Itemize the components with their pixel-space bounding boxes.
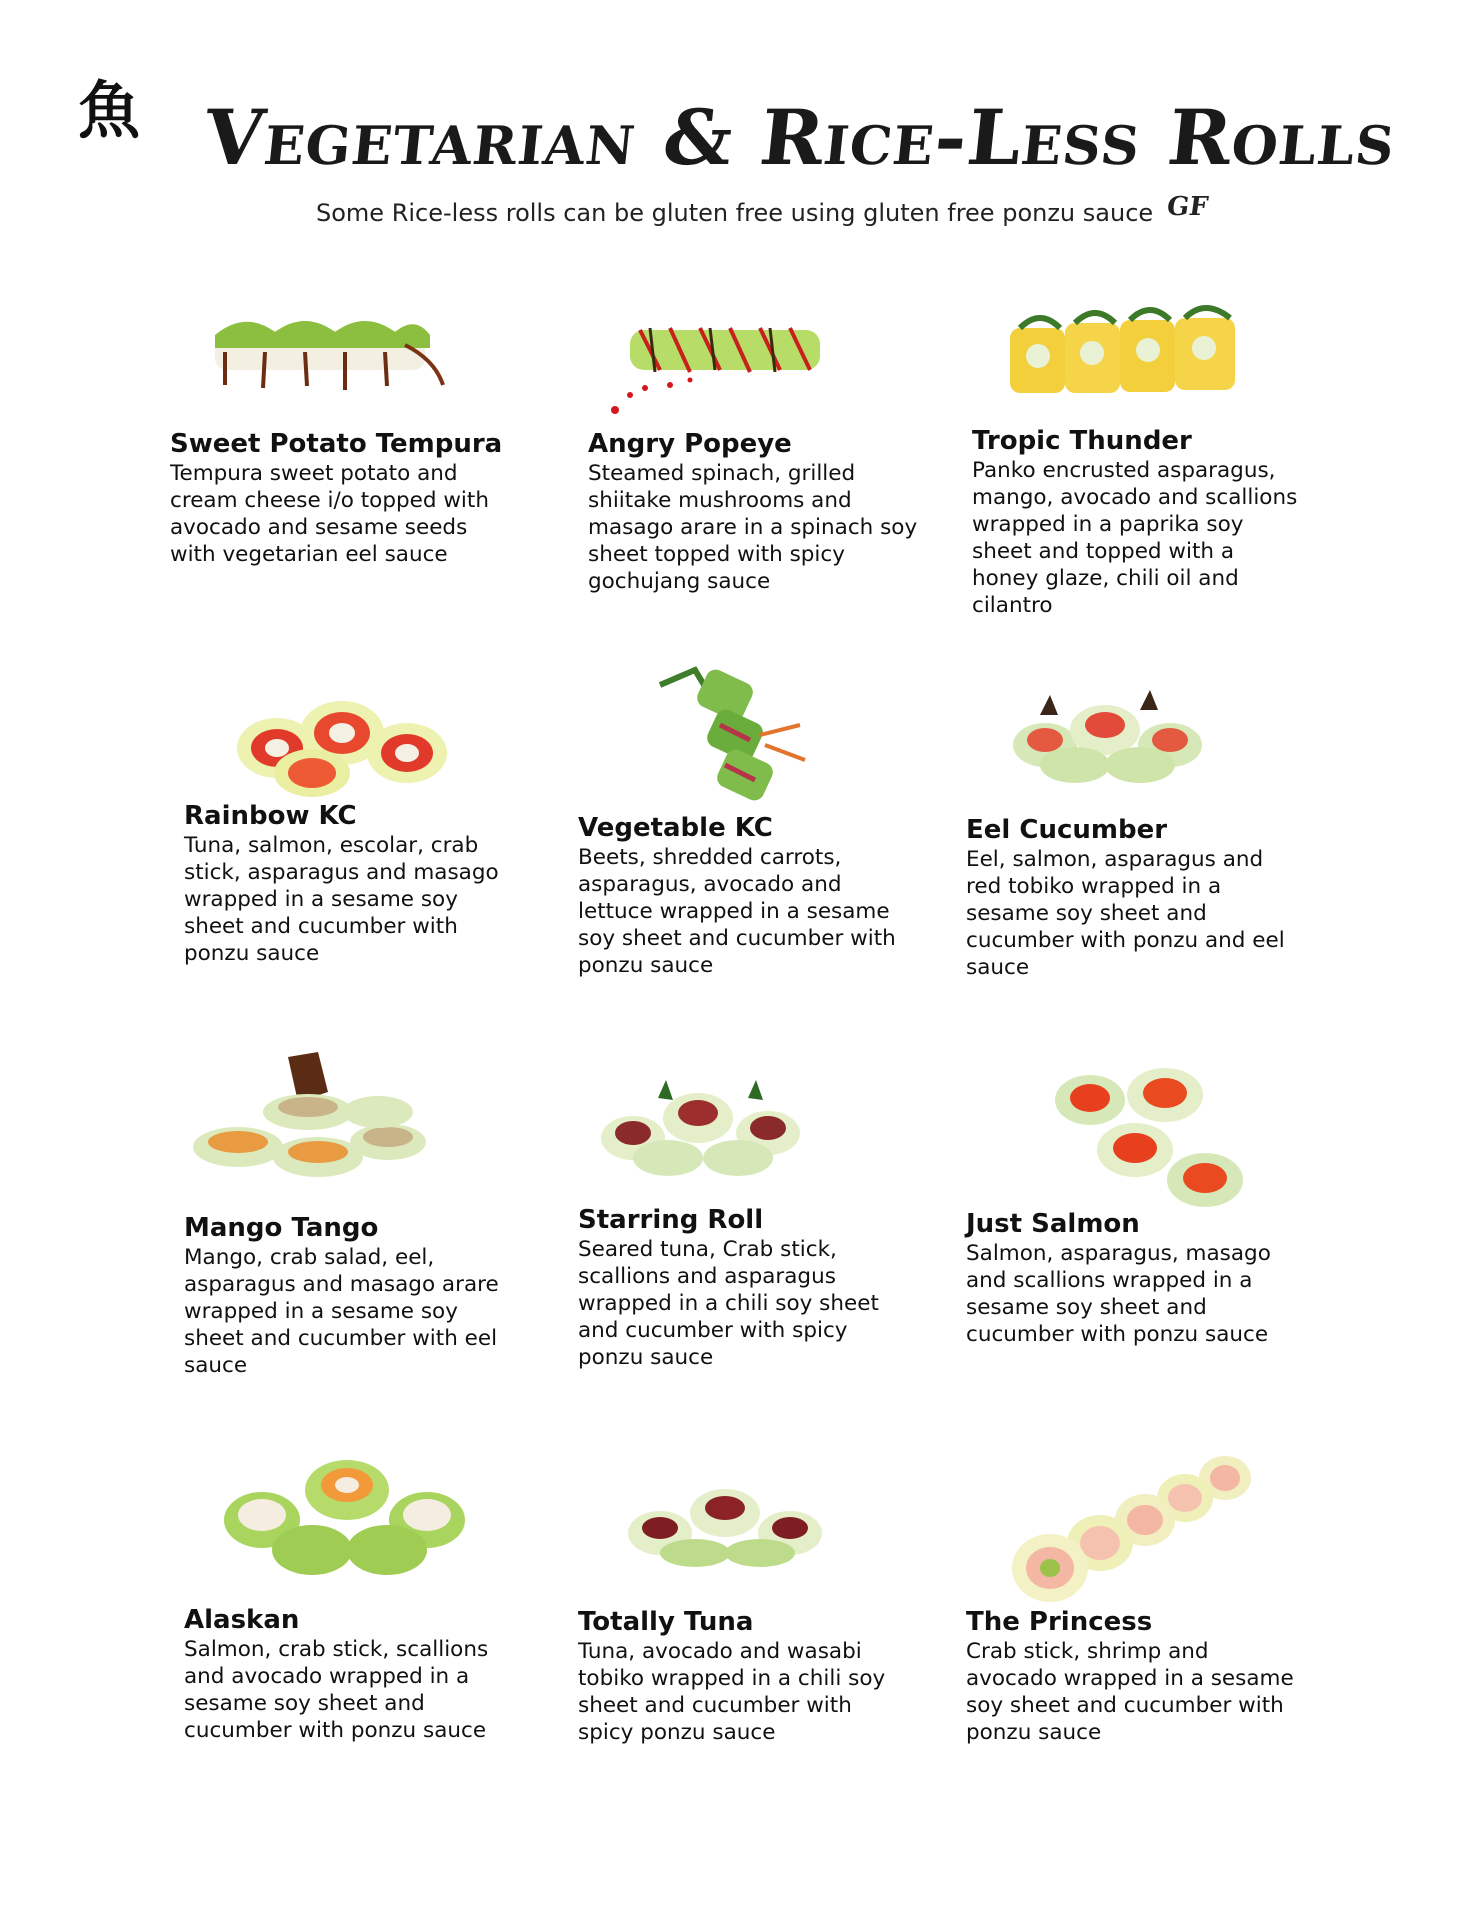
item-description: Tempura sweet potato and cream cheese i/o topped with avocado and sesame seeds with vegetarian eel sauce (170, 461, 489, 567)
item-name: The Princess (966, 1607, 1153, 1637)
mango-tango-photo (188, 1052, 428, 1196)
menu-item (966, 1208, 1296, 1348)
totally-tuna-photo (625, 1478, 825, 1572)
item-name: Alaskan (184, 1605, 300, 1635)
item-name: Rainbow KC (184, 801, 357, 831)
item-description: Salmon, crab stick, scallions and avocado wrapped in a sesame soy sheet and cucumber with ponzu sauce (184, 1637, 489, 1743)
menu-item (966, 1606, 1296, 1746)
item-description: Steamed spinach, grilled shiitake mushrooms and masago arare in a spinach soy sheet topped with spicy gochujang sauce (588, 461, 918, 594)
item-name: Vegetable KC (578, 813, 773, 843)
subtitle-text: Some Rice-less rolls can be gluten free using gluten free ponzu sauce (316, 199, 1154, 227)
fish-kanji-logo: 魚 (78, 74, 141, 147)
item-description: Tuna, salmon, escolar, crab stick, asparagus and masago wrapped in a sesame soy sheet and cucumber with ponzu sauce (184, 833, 499, 966)
starring-roll-photo (598, 1078, 808, 1182)
page-title: Vegetarian & Rice-Less Rolls (200, 93, 1401, 182)
item-description: Tuna, avocado and wasabi tobiko wrapped in a chili soy sheet and cucumber with spicy ponzu sauce (578, 1639, 886, 1745)
vegetable-kc-photo (650, 665, 830, 809)
just-salmon-photo (1045, 1060, 1255, 1214)
alaskan-photo (222, 1455, 472, 1584)
item-description: Mango, crab salad, eel, asparagus and masago arare wrapped in a sesame soy sheet and cucumber with eel sauce (184, 1245, 499, 1378)
menu-item (578, 812, 908, 979)
item-name: Starring Roll (578, 1205, 764, 1235)
menu-item (184, 1212, 514, 1379)
item-name: Angry Popeye (588, 429, 792, 459)
item-name: Mango Tango (184, 1213, 379, 1243)
gluten-free-mark: GF (1165, 192, 1210, 222)
menu-item (972, 425, 1302, 619)
item-name: Just Salmon (966, 1209, 1140, 1239)
item-description: Beets, shredded carrots, asparagus, avocado and lettuce wrapped in a sesame soy sheet and cucumber with ponzu sauce (578, 845, 896, 978)
menu-item (170, 428, 503, 568)
item-description: Panko encrusted asparagus, mango, avocado and scallions wrapped in a paprika soy sheet and topped with a honey glaze, chili oil and cilantro (972, 458, 1298, 618)
the-princess-photo (1000, 1448, 1260, 1612)
item-description: Eel, salmon, asparagus and red tobiko wrapped in a sesame soy sheet and cucumber with ponzu and eel sauce (966, 847, 1285, 980)
eel-cucumber-photo (1010, 685, 1210, 789)
menu-item (966, 814, 1296, 981)
item-description: Crab stick, shrimp and avocado wrapped in a sesame soy sheet and cucumber with ponzu sauce (966, 1639, 1294, 1745)
angry-popeye-photo (600, 300, 830, 419)
tropic-thunder-photo (1000, 298, 1250, 412)
menu-item (578, 1204, 908, 1371)
item-name: Sweet Potato Tempura (170, 429, 503, 459)
page-subtitle (316, 192, 1210, 228)
item-name: Eel Cucumber (966, 815, 1168, 845)
menu-item (578, 1606, 908, 1746)
item-description: Salmon, asparagus, masago and scallions wrapped in a sesame soy sheet and cucumber with ponzu sauce (966, 1241, 1271, 1347)
menu-item (184, 1604, 514, 1744)
item-name: Tropic Thunder (972, 426, 1192, 456)
menu-item (588, 428, 918, 595)
item-name: Totally Tuna (578, 1607, 754, 1637)
item-description: Seared tuna, Crab stick, scallions and asparagus wrapped in a chili soy sheet and cucumber with spicy ponzu sauce (578, 1237, 879, 1370)
menu-item (184, 800, 514, 967)
rainbow-kc-photo (232, 678, 452, 802)
sweet-potato-tempura-photo (205, 290, 445, 404)
